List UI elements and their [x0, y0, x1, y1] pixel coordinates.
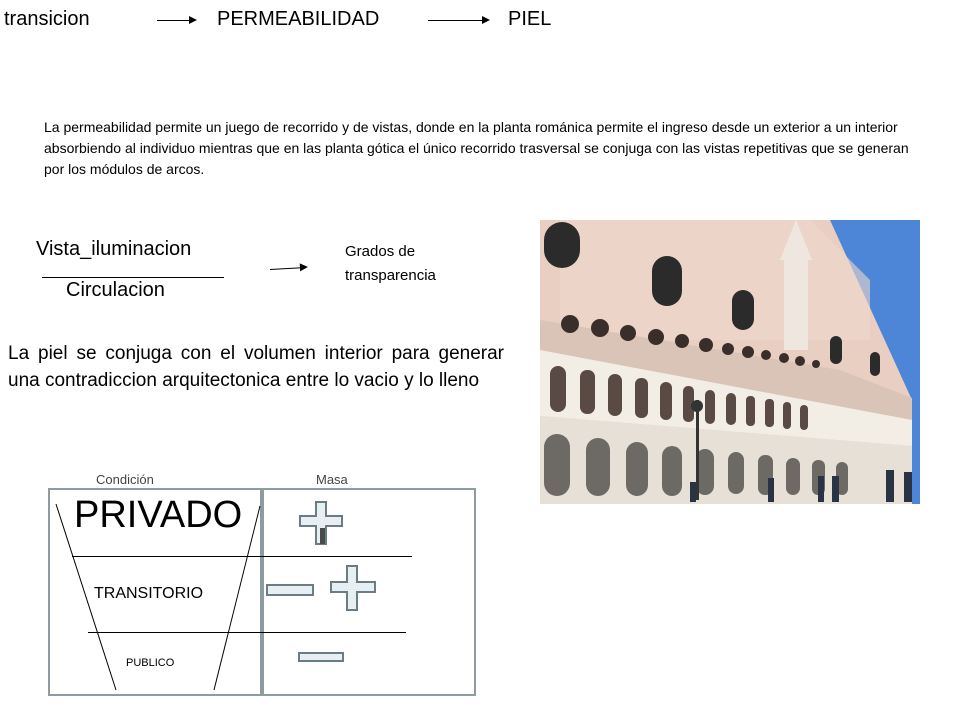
- fraction-numerator: Vista_iluminacion: [36, 238, 192, 260]
- term-permeabilidad: PERMEABILIDAD: [217, 8, 380, 30]
- level-transitorio: TRANSITORIO: [94, 585, 204, 602]
- column-label-masa: Masa: [316, 472, 348, 487]
- column-label-condicion: Condición: [96, 472, 154, 487]
- plus-icon: [296, 500, 348, 548]
- arrow-right-icon: [428, 20, 488, 21]
- term-piel: PIEL: [508, 8, 552, 30]
- plus-icon: [328, 564, 378, 614]
- arrow-right-icon: [270, 267, 306, 270]
- divider-privado-transitorio: [72, 556, 412, 557]
- arrow-right-icon: [157, 20, 195, 21]
- fraction-denominator: Circulacion: [66, 279, 165, 301]
- minus-icon: [266, 584, 316, 598]
- divider-transitorio-publico: [88, 632, 406, 633]
- level-publico: PUBLICO: [126, 657, 175, 669]
- building-photo: [540, 220, 920, 504]
- paragraph-permeabilidad: La permeabilidad permite un juego de recorrido y de vistas, donde en la planta románica permite el ingreso desde un exterior a un interior absorbiendo al individuo mientras que en las planta gótica el único recorrido trasversal se conjuga con las vistas repetitivas que se generan por los módulos de arcos.: [44, 119, 909, 177]
- paragraph-piel: La piel se conjuga con el volumen interior para generar una contradiccion arquitectonica entre lo vacio y lo lleno: [8, 343, 504, 391]
- minus-icon: [298, 652, 346, 664]
- term-transicion: transicion: [4, 8, 90, 30]
- level-privado: PRIVADO: [74, 494, 243, 536]
- fraction-bar: [42, 277, 224, 278]
- result-label: Grados de transparencia: [345, 243, 436, 284]
